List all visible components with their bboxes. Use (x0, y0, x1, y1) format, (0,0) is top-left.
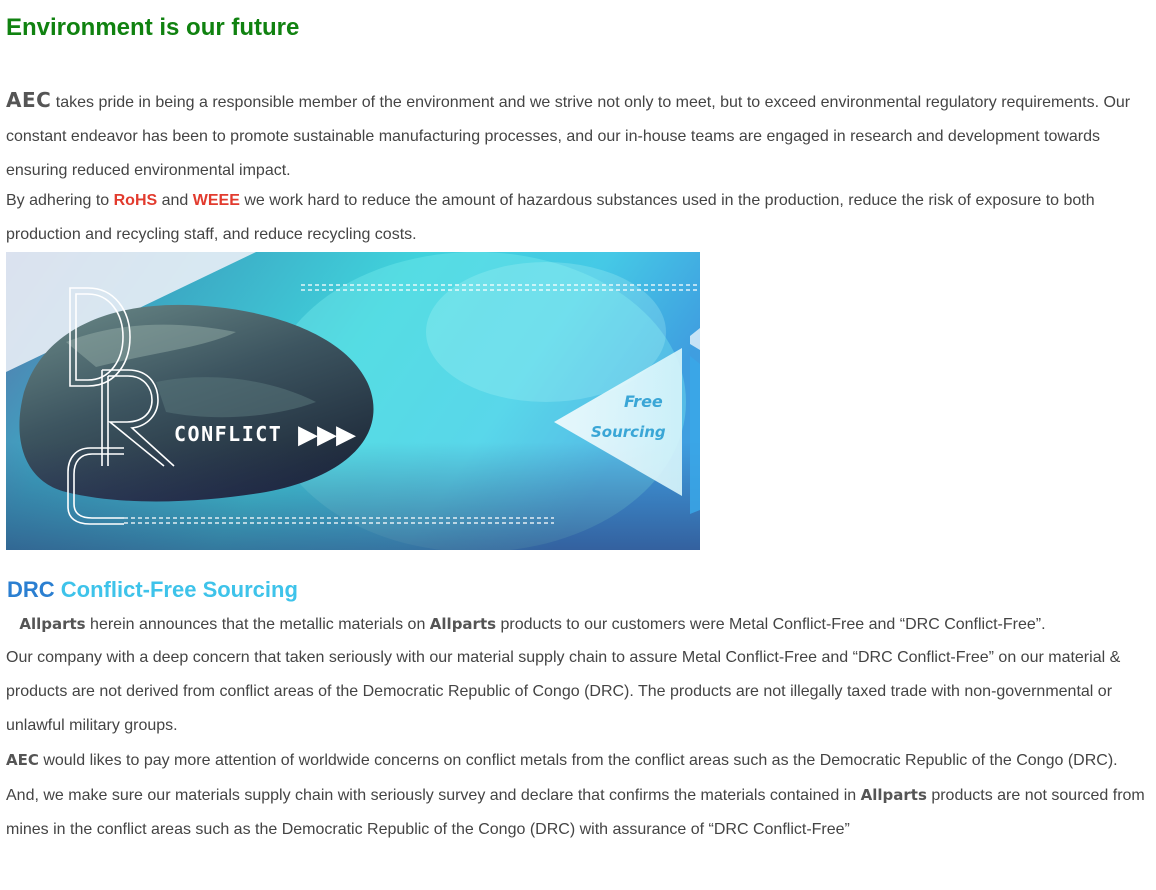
rohs-weee-text-1: By adhering to (6, 192, 114, 209)
banner-graphic (6, 252, 700, 550)
aec-brand-label: AEC (6, 88, 52, 112)
conflict-metals-text-2: products are not sourced from mines in the conflict areas such as the Democratic Republic of the Congo (DRC) with assurance of “DRC Conflict-Free” (6, 787, 1145, 838)
rohs-weee-text-3: we work hard to reduce the amount of hazardous substances used in the production, reduce the risk of exposure to both production and recycling staff, and reduce recycling costs. (6, 192, 1095, 243)
environment-intro-paragraph (6, 83, 1146, 188)
rohs-label: RoHS (113, 192, 158, 209)
rohs-weee-text-2: and (157, 192, 193, 209)
banner-conflict-text: CONFLICT (174, 422, 283, 446)
allparts-brand-label: Allparts (429, 615, 497, 633)
aec-conflict-metals-paragraph (6, 743, 1146, 847)
supply-chain-paragraph: Our company with a deep concern that taken seriously with our material supply chain to assure Metal Conflict-Free and “DRC Conflict-Free” on our material & products are not derived from conflict areas of the Democratic Republic of Congo (DRC). The products are not illegally taxed trade with non-governmental or unlawful military groups. (6, 649, 1121, 734)
banner-sourcing-text: Sourcing (591, 423, 666, 441)
allparts-announcement-paragraph (6, 607, 1146, 642)
announcement-text-2: products to our customers were Metal Conflict-Free and “DRC Conflict-Free”. (496, 616, 1046, 633)
weee-label: WEEE (192, 192, 240, 209)
drc-heading-part-2: Conflict-Free Sourcing (54, 577, 298, 602)
aec-brand-label: AEC (6, 751, 39, 769)
indent (6, 616, 19, 633)
announcement-text-1: herein announces that the metallic materials on (85, 616, 430, 633)
environment-heading: Environment is our future (6, 14, 300, 41)
allparts-brand-label: Allparts (19, 615, 86, 633)
drc-heading-part-1: DRC (7, 577, 55, 602)
drc-conflict-free-banner (6, 252, 700, 550)
allparts-brand-label: Allparts (860, 786, 927, 804)
banner-arrows-icon: ▶▶▶ (298, 420, 355, 450)
banner-free-text: Free (624, 392, 663, 411)
conflict-metals-text-1: would likes to pay more attention of worldwide concerns on conflict metals from the conflict areas such as the Democratic Republic of the Congo (DRC). And, we make sure our materials supply chain with seriously survey and declare that confirms the materials contained in (6, 752, 1118, 804)
environment-intro-text: takes pride in being a responsible member of the environment and we strive not only to meet, but to exceed environmental regulatory requirements. Our constant endeavor has been to promote sustainable manufacturing processes, and our in-house teams are engaged in research and development towards ensuring reduced environmental impact. (6, 94, 1131, 179)
drc-sourcing-heading (7, 577, 298, 603)
rohs-weee-paragraph (6, 184, 1146, 252)
